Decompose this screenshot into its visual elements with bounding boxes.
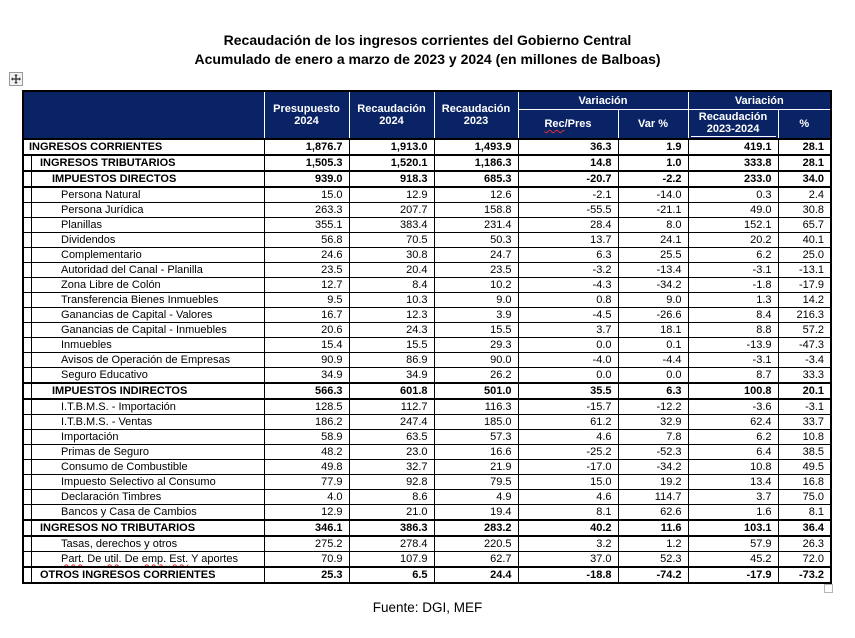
source-note: Fuente: DGI, MEF [372,600,483,615]
cell-value: 34.9 [264,368,349,384]
row-label: INGRESOS TRIBUTARIOS [23,155,264,171]
cell-value: 247.4 [349,415,434,430]
row-label: Impuesto Selectivo al Consumo [23,475,264,490]
cell-value: -17.0 [518,460,618,475]
cell-value: 6.3 [618,383,688,399]
cell-value: -3.6 [688,399,778,415]
row-label: Declaración Timbres [23,490,264,505]
cell-value: -14.0 [618,187,688,203]
cell-value: 0.3 [688,187,778,203]
cell-value: 15.0 [518,475,618,490]
cell-value: -3.2 [518,263,618,278]
row-label: Consumo de Combustible [23,460,264,475]
row-label: Bancos y Casa de Cambios [23,505,264,521]
cell-value: 1,505.3 [264,155,349,171]
header-recaudacion-2023-2024-text: Recaudación 2023-2024 [691,111,776,137]
cell-value: 566.3 [264,383,349,399]
cell-value: 3.7 [688,490,778,505]
cell-value: 40.2 [518,520,618,536]
cell-value: -3.1 [778,399,831,415]
cell-value: 21.0 [349,505,434,521]
cell-value: 6.3 [518,248,618,263]
cell-value: 13.4 [688,475,778,490]
cell-value: 36.4 [778,520,831,536]
cell-value: 90.0 [434,353,518,368]
four-arrows-move-icon [11,74,21,84]
table-row [23,263,831,278]
cell-value: 57.3 [434,430,518,445]
cell-value: 34.9 [349,368,434,384]
cell-value: 92.8 [349,475,434,490]
cell-value: 86.9 [349,353,434,368]
cell-value: 939.0 [264,171,349,187]
cell-value: 1.3 [688,293,778,308]
cell-value: 8.7 [688,368,778,384]
row-label: Complementario [23,248,264,263]
cell-value: 90.9 [264,353,349,368]
cell-value: 1.9 [618,139,688,155]
cell-value: 36.3 [518,139,618,155]
cell-value: -73.2 [778,567,831,583]
cell-value: 6.5 [349,567,434,583]
cell-value: 11.6 [618,520,688,536]
cell-value: -3.1 [688,353,778,368]
cell-value: 29.3 [434,338,518,353]
cell-value: 1.2 [618,536,688,552]
header-presupuesto-2024: Presupuesto 2024 [264,91,349,139]
row-label: Ganancias de Capital - Valores [23,308,264,323]
cell-value: 8.6 [349,490,434,505]
page-title [0,31,855,69]
cell-value: 4.6 [518,490,618,505]
cell-value: -17.9 [688,567,778,583]
cell-value: 128.5 [264,399,349,415]
cell-value: 112.7 [349,399,434,415]
table-row [23,460,831,475]
cell-value: -20.7 [518,171,618,187]
cell-value: 355.1 [264,218,349,233]
cell-value: 16.8 [778,475,831,490]
table-header [23,91,831,139]
cell-value: 56.8 [264,233,349,248]
cell-value: 12.9 [264,505,349,521]
cell-value: 49.0 [688,203,778,218]
cell-value: -3.1 [688,263,778,278]
cell-value: 6.4 [688,445,778,460]
cell-value: -47.3 [778,338,831,353]
cell-value: 12.3 [349,308,434,323]
cell-value: 19.2 [618,475,688,490]
table-row [23,353,831,368]
table-row [23,278,831,293]
cell-value: -4.4 [618,353,688,368]
table-row [23,475,831,490]
cell-value: 1,186.3 [434,155,518,171]
cell-value: 0.0 [618,368,688,384]
cell-value: -4.5 [518,308,618,323]
row-label: IMPUESTOS DIRECTOS [23,171,264,187]
cell-value: 278.4 [349,536,434,552]
row-label: Part. De util. De emp. Est. Y aportes [23,552,264,568]
cell-value: 15.5 [349,338,434,353]
cell-value: 501.0 [434,383,518,399]
cell-value: 70.9 [264,552,349,568]
cell-value: 16.6 [434,445,518,460]
cell-value: 79.5 [434,475,518,490]
cell-value: 186.2 [264,415,349,430]
table-body [23,139,831,583]
table-row [23,233,831,248]
cell-value: 7.8 [618,430,688,445]
cell-value: 24.6 [264,248,349,263]
table-row [23,171,831,187]
revenue-table-container [22,90,830,584]
cell-value: 10.8 [688,460,778,475]
table-row [23,490,831,505]
cell-value: 4.9 [434,490,518,505]
cell-value: 49.5 [778,460,831,475]
cell-value: 72.0 [778,552,831,568]
table-row [23,308,831,323]
cell-value: 65.7 [778,218,831,233]
cell-value: 216.3 [778,308,831,323]
cell-value: -1.8 [688,278,778,293]
cell-value: 333.8 [688,155,778,171]
row-label: INGRESOS NO TRIBUTARIOS [23,520,264,536]
cell-value: 10.2 [434,278,518,293]
cell-value: -25.2 [518,445,618,460]
row-label: Zona Libre de Colón [23,278,264,293]
cell-value: 1,493.9 [434,139,518,155]
cell-value: 20.4 [349,263,434,278]
title-line-1: Recaudación de los ingresos corrientes del Gobierno Central [223,32,632,48]
cell-value: 33.7 [778,415,831,430]
cell-value: 419.1 [688,139,778,155]
cell-value: 15.0 [264,187,349,203]
table-move-handle[interactable] [9,72,23,86]
row-label: I.T.B.M.S. - Importación [23,399,264,415]
cell-value: 24.3 [349,323,434,338]
cell-value: -52.3 [618,445,688,460]
cell-value: 35.5 [518,383,618,399]
cell-value: 18.1 [618,323,688,338]
cell-value: 34.0 [778,171,831,187]
cell-value: -13.9 [688,338,778,353]
cell-value: 3.7 [518,323,618,338]
cell-value: 1,876.7 [264,139,349,155]
cell-value: 158.8 [434,203,518,218]
cell-value: -18.8 [518,567,618,583]
cell-value: 23.5 [264,263,349,278]
cell-value: 601.8 [349,383,434,399]
cell-value: 3.2 [518,536,618,552]
row-label: Planillas [23,218,264,233]
cell-value: 8.1 [518,505,618,521]
cell-value: 62.4 [688,415,778,430]
row-label: Persona Jurídica [23,203,264,218]
cell-value: 275.2 [264,536,349,552]
table-row [23,155,831,171]
table-row [23,505,831,521]
header-rec-pres-misspelled: Rec [544,118,565,130]
cell-value: -17.9 [778,278,831,293]
cell-value: 1,913.0 [349,139,434,155]
cell-value: 24.1 [618,233,688,248]
cell-value: 8.4 [688,308,778,323]
row-label: Inmuebles [23,338,264,353]
cell-value: 20.6 [264,323,349,338]
table-row [23,218,831,233]
table-row [23,383,831,399]
table-row [23,567,831,583]
row-label: Ganancias de Capital - Inmuebles [23,323,264,338]
header-empty-label-cell [23,91,264,139]
cell-value: 8.1 [778,505,831,521]
cell-value: 1,520.1 [349,155,434,171]
cell-value: -3.4 [778,353,831,368]
cell-value: 33.3 [778,368,831,384]
cell-value: 45.2 [688,552,778,568]
cell-value: 152.1 [688,218,778,233]
cell-value: 57.2 [778,323,831,338]
cell-value: 14.2 [778,293,831,308]
cell-value: 38.5 [778,445,831,460]
cell-value: 32.9 [618,415,688,430]
row-label: Primas de Seguro [23,445,264,460]
table-row [23,520,831,536]
cell-value: 10.8 [778,430,831,445]
cell-value: -13.1 [778,263,831,278]
table-row [23,323,831,338]
revenue-table [22,90,832,584]
cell-value: 231.4 [434,218,518,233]
table-row [23,536,831,552]
cell-value: 40.1 [778,233,831,248]
cell-value: 30.8 [349,248,434,263]
cell-value: 48.2 [264,445,349,460]
cell-value: 26.2 [434,368,518,384]
cell-value: 116.3 [434,399,518,415]
cell-value: -74.2 [618,567,688,583]
cell-value: -15.7 [518,399,618,415]
cell-value: 383.4 [349,218,434,233]
cell-value: 52.3 [618,552,688,568]
cell-value: 2.4 [778,187,831,203]
cell-value: 70.5 [349,233,434,248]
cell-value: 9.0 [618,293,688,308]
cell-value: 1.0 [618,155,688,171]
table-row [23,368,831,384]
row-label: I.T.B.M.S. - Ventas [23,415,264,430]
cell-value: 103.1 [688,520,778,536]
row-label: INGRESOS CORRIENTES [23,139,264,155]
row-label: Importación [23,430,264,445]
table-row [23,445,831,460]
cell-value: 25.0 [778,248,831,263]
row-label: IMPUESTOS INDIRECTOS [23,383,264,399]
cell-value: -55.5 [518,203,618,218]
cell-value: -34.2 [618,278,688,293]
row-label: OTROS INGRESOS CORRIENTES [23,567,264,583]
header-pct: % [778,110,831,140]
table-row [23,415,831,430]
cell-value: 12.7 [264,278,349,293]
cell-value: -4.0 [518,353,618,368]
header-recaudacion-2023-2024 [688,110,778,140]
cell-value: 220.5 [434,536,518,552]
cell-value: 346.1 [264,520,349,536]
header-recaudacion-2024: Recaudación 2024 [349,91,434,139]
cell-value: -26.6 [618,308,688,323]
cell-value: -21.1 [618,203,688,218]
cell-value: 4.0 [264,490,349,505]
cell-value: -4.3 [518,278,618,293]
cell-value: 685.3 [434,171,518,187]
cell-value: -12.2 [618,399,688,415]
cell-value: 75.0 [778,490,831,505]
cell-value: 25.3 [264,567,349,583]
cell-value: 12.9 [349,187,434,203]
cell-value: 25.5 [618,248,688,263]
cell-value: 6.2 [688,248,778,263]
header-group-variacion-1: Variación [518,91,688,110]
cell-value: 57.9 [688,536,778,552]
cell-value: 20.2 [688,233,778,248]
cell-value: 20.1 [778,383,831,399]
cell-value: 918.3 [349,171,434,187]
cell-value: 4.6 [518,430,618,445]
cell-value: 233.0 [688,171,778,187]
cell-value: 37.0 [518,552,618,568]
cell-value: 13.7 [518,233,618,248]
cell-value: 50.3 [434,233,518,248]
table-resize-handle[interactable] [824,584,833,593]
cell-value: 207.7 [349,203,434,218]
cell-value: 63.5 [349,430,434,445]
cell-value: 6.2 [688,430,778,445]
cell-value: 26.3 [778,536,831,552]
row-label: Persona Natural [23,187,264,203]
cell-value: 77.9 [264,475,349,490]
header-group-variacion-2: Variación [688,91,831,110]
cell-value: 0.0 [518,338,618,353]
header-recaudacion-2023: Recaudación 2023 [434,91,518,139]
cell-value: 28.1 [778,139,831,155]
cell-value: 8.4 [349,278,434,293]
cell-value: 9.0 [434,293,518,308]
cell-value: 28.1 [778,155,831,171]
table-row [23,552,831,568]
cell-value: -2.1 [518,187,618,203]
row-label: Seguro Educativo [23,368,264,384]
cell-value: 8.0 [618,218,688,233]
cell-value: 8.8 [688,323,778,338]
table-row [23,139,831,155]
row-label: Dividendos [23,233,264,248]
cell-value: 114.7 [618,490,688,505]
cell-value: 0.0 [518,368,618,384]
cell-value: 3.9 [434,308,518,323]
cell-value: -2.2 [618,171,688,187]
table-row [23,338,831,353]
cell-value: -13.4 [618,263,688,278]
row-label: Autoridad del Canal - Planilla [23,263,264,278]
cell-value: 23.5 [434,263,518,278]
cell-value: 58.9 [264,430,349,445]
cell-value: 24.7 [434,248,518,263]
cell-value: 1.6 [688,505,778,521]
cell-value: 12.6 [434,187,518,203]
cell-value: 0.1 [618,338,688,353]
table-row [23,248,831,263]
cell-value: 62.7 [434,552,518,568]
cell-value: 15.4 [264,338,349,353]
cell-value: 23.0 [349,445,434,460]
cell-value: 19.4 [434,505,518,521]
cell-value: -34.2 [618,460,688,475]
header-rec-pres [518,110,618,140]
cell-value: 107.9 [349,552,434,568]
cell-value: 24.4 [434,567,518,583]
cell-value: 100.8 [688,383,778,399]
cell-value: 16.7 [264,308,349,323]
cell-value: 61.2 [518,415,618,430]
cell-value: 49.8 [264,460,349,475]
table-row [23,293,831,308]
cell-value: 14.8 [518,155,618,171]
table-row [23,203,831,218]
cell-value: 62.6 [618,505,688,521]
cell-value: 15.5 [434,323,518,338]
cell-value: 30.8 [778,203,831,218]
cell-value: 28.4 [518,218,618,233]
cell-value: 21.9 [434,460,518,475]
header-rec-pres-rest: /Pres [564,118,592,130]
header-var-pct: Var % [618,110,688,140]
row-label: Transferencia Bienes Inmuebles [23,293,264,308]
cell-value: 32.7 [349,460,434,475]
row-label: Avisos de Operación de Empresas [23,353,264,368]
table-row [23,430,831,445]
table-row [23,399,831,415]
row-label: Tasas, derechos y otros [23,536,264,552]
table-row [23,187,831,203]
cell-value: 283.2 [434,520,518,536]
cell-value: 263.3 [264,203,349,218]
cell-value: 185.0 [434,415,518,430]
cell-value: 386.3 [349,520,434,536]
cell-value: 0.8 [518,293,618,308]
cell-value: 10.3 [349,293,434,308]
cell-value: 9.5 [264,293,349,308]
title-line-2: Acumulado de enero a marzo de 2023 y 2024 (en millones de Balboas) [194,51,661,67]
